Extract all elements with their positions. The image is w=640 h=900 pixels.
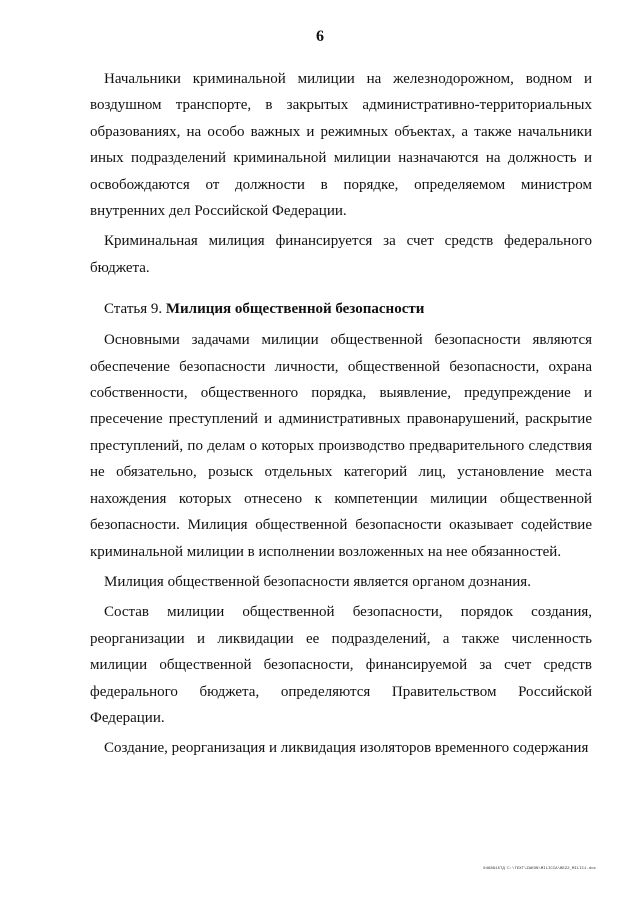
paragraph-composition: Состав милиции общественной безопасности, порядок создания, реорганизации и ликвидации ее подразделений, а также численность милиции общественной безопасности, финансируемой за счет средств федерального бюджета, определяются Правительством Российской Федерации.: [90, 604, 592, 726]
article-number: Статья 9.: [104, 301, 163, 318]
paragraph-criminal-militia-funding: Криминальная милиция финансируется за счет средств федерального бюджета.: [90, 233, 592, 276]
page-number: 6: [316, 28, 324, 45]
paragraph-criminal-militia-chiefs: Начальники криминальной милиции на железнодорожном, водном и воздушном транспорте, в закрытых административно-территориальных образованиях, на особо важных и режимных объектах, а также начальники иных подразделений криминальной милиции назначаются на должность и освобождаются от должности в порядке, определяемом министром внутренних дел Российской Федерации.: [90, 71, 592, 220]
footer-file-path: 0468915ТД С:\TEXT\ZAKON\MILICIA\BEZ2_MILIC1.doc: [483, 867, 596, 871]
paragraph-public-safety-tasks: Основными задачами милиции общественной безопасности являются обеспечение безопасности личности, общественной безопасности, охрана собственности, общественного порядка, выявление, предупреждение и пресечение преступлений и административных правонарушений, раскрытие преступлений, по делам о которых производство предварительного следствия не обязательно, розыск отдельных категорий лиц, установление места нахождения которых отнесено к компетенции милиции общественной безопасности. Милиция общественной безопасности оказывает содействие криминальной милиции в исполнении возложенных на нее обязанностей.: [90, 332, 592, 560]
article-title: Милиция общественной безопасности: [165, 301, 425, 318]
paragraph-detention-facilities: Создание, реорганизация и ликвидация изоляторов временного содержания: [104, 740, 589, 757]
article-heading: [90, 296, 592, 322]
paragraph-inquiry-body: Милиция общественной безопасности является органом дознания.: [104, 573, 531, 590]
document-body: [90, 66, 592, 762]
